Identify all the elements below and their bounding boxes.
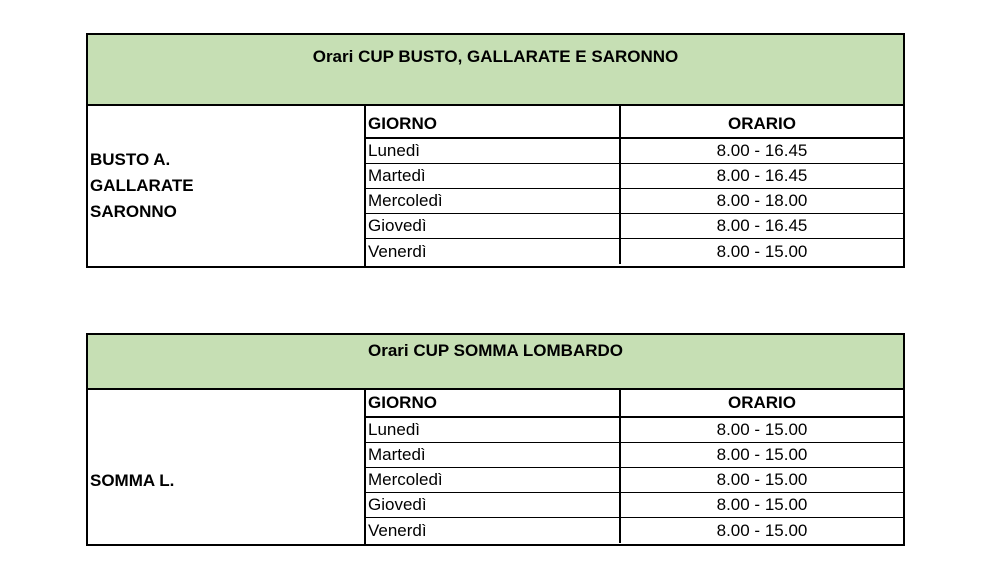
schedule-table-busto-gallarate-saronno bbox=[86, 33, 905, 268]
location-label: GALLARATE bbox=[90, 176, 194, 195]
time-cell: 8.00 - 16.45 bbox=[716, 166, 808, 185]
day-cell: Martedì bbox=[366, 443, 621, 467]
day-cell: Venerdì bbox=[366, 239, 621, 264]
location-label: SOMMA L. bbox=[90, 471, 175, 490]
time-cell: 8.00 - 15.00 bbox=[716, 445, 808, 464]
location-label: SARONNO bbox=[90, 202, 177, 221]
column-header-time: ORARIO bbox=[728, 114, 796, 133]
day-cell: Martedì bbox=[366, 164, 621, 188]
location-cell bbox=[88, 106, 366, 266]
table-row bbox=[366, 493, 903, 518]
header-row bbox=[366, 390, 903, 418]
column-header-time: ORARIO bbox=[728, 393, 796, 412]
time-cell: 8.00 - 15.00 bbox=[716, 241, 808, 261]
time-cell: 8.00 - 16.45 bbox=[716, 216, 808, 235]
day-cell: Giovedì bbox=[366, 493, 621, 517]
header-row bbox=[366, 106, 903, 139]
day-cell: Giovedì bbox=[366, 214, 621, 238]
table-title: Orari CUP SOMMA LOMBARDO bbox=[88, 335, 903, 390]
table-row bbox=[366, 468, 903, 493]
schedule-grid bbox=[366, 390, 903, 544]
table-row bbox=[366, 189, 903, 214]
table-row bbox=[366, 239, 903, 264]
time-cell: 8.00 - 15.00 bbox=[716, 495, 808, 514]
time-cell: 8.00 - 16.45 bbox=[716, 141, 808, 160]
day-cell: Lunedì bbox=[366, 418, 621, 442]
column-header-day: GIORNO bbox=[366, 390, 621, 416]
table-row bbox=[366, 214, 903, 239]
schedule-grid bbox=[366, 106, 903, 266]
time-cell: 8.00 - 15.00 bbox=[716, 520, 808, 540]
table-title: Orari CUP BUSTO, GALLARATE E SARONNO bbox=[88, 35, 903, 106]
time-cell: 8.00 - 15.00 bbox=[716, 420, 808, 439]
time-cell: 8.00 - 15.00 bbox=[716, 470, 808, 489]
table-row bbox=[366, 443, 903, 468]
day-cell: Mercoledì bbox=[366, 468, 621, 492]
day-cell: Lunedì bbox=[366, 139, 621, 163]
schedule-table-somma-lombardo bbox=[86, 333, 905, 546]
table-row bbox=[366, 164, 903, 189]
table-row bbox=[366, 518, 903, 543]
day-cell: Mercoledì bbox=[366, 189, 621, 213]
day-cell: Venerdì bbox=[366, 518, 621, 543]
table-row bbox=[366, 139, 903, 164]
location-cell bbox=[88, 390, 366, 544]
location-label: BUSTO A. bbox=[90, 150, 171, 169]
column-header-day: GIORNO bbox=[366, 106, 621, 137]
table-row bbox=[366, 418, 903, 443]
time-cell: 8.00 - 18.00 bbox=[716, 191, 808, 210]
